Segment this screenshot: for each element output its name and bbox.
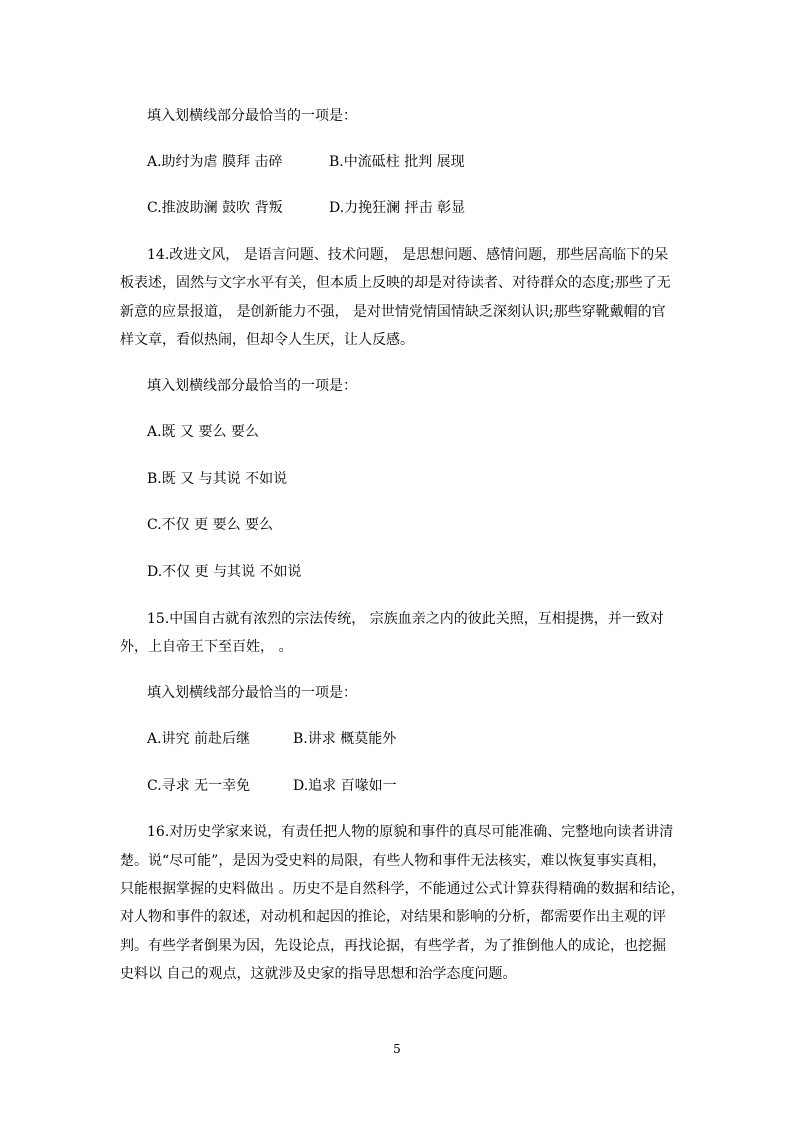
q13-option-d: D.力挽狂澜 抨击 彰显	[329, 200, 466, 216]
q14-option-c: C.不仅 更 要么 要么	[147, 517, 274, 533]
q14-option-a: A.既 又 要么 要么	[147, 424, 259, 440]
q16-text-line-1: 16.对历史学家来说，有责任把人物的原貌和事件的真尽可能准确、完整地向读者讲清	[147, 824, 674, 840]
page-number: 5	[393, 1042, 401, 1056]
q14-option-b: B.既 又 与其说 不如说	[147, 471, 288, 487]
q14-text-line-2: 板表述，固然与文字水平有关，但本质上反映的却是对待读者、对待群众的态度;那些了无	[120, 275, 671, 291]
q15-option-a: A.讲究 前赴后继	[147, 731, 251, 747]
q13-option-a: A.助纣为虐 膜拜 击碎	[147, 154, 283, 170]
q14-text-line-3: 新意的应景报道， 是创新能力不强， 是对世情党情国情缺乏深刻认识;那些穿靴戴帽的官	[120, 304, 666, 320]
q16-text-line-5: 判。有些学者倒果为因，先设论点，再找论据，有些学者，为了推倒他人的成论，也挖掘	[120, 938, 666, 954]
q13-prompt: 填入划横线部分最恰当的一项是：	[147, 108, 357, 124]
q15-option-b: B.讲求 概莫能外	[293, 731, 397, 747]
q15-option-d: D.追求 百喙如一	[293, 778, 397, 794]
q13-option-b: B.中流砥柱 批判 展现	[329, 154, 465, 170]
q14-option-d: D.不仅 更 与其说 不如说	[147, 564, 302, 580]
q14-text-line-4: 样文章，看似热闹，但却令人生厌，让人反感。	[120, 332, 414, 348]
q14-prompt: 填入划横线部分最恰当的一项是：	[147, 378, 357, 394]
q16-text-line-3: 只能根据掌握的史料做出 。历史不是自然科学，不能通过公式计算获得精确的数据和结论，	[120, 881, 685, 897]
q13-option-c: C.推波助澜 鼓吹 背叛	[147, 200, 283, 216]
q15-text-line-1: 15.中国自古就有浓烈的宗法传统， 宗族血亲之内的彼此关照，互相提携，并一致对	[147, 611, 664, 627]
q15-option-c: C.寻求 无一幸免	[147, 778, 251, 794]
q14-text-line-1: 14.改进文风， 是语言问题、技术问题， 是思想问题、感情问题，那些居高临下的呆	[147, 247, 669, 263]
q16-text-line-2: 楚。说“尽可能”，是因为受史料的局限，有些人物和事件无法核实，难以恢复事实真相，	[120, 853, 667, 869]
q15-text-line-2: 外，上自帝王下至百姓， 。	[120, 639, 293, 655]
q16-text-line-4: 对人物和事件的叙述，对动机和起因的推论，对结果和影响的分析，都需要作出主观的评	[120, 909, 666, 925]
q16-text-line-6: 史料以 自己的观点，这就涉及史家的指导思想和治学态度问题。	[120, 966, 517, 982]
q15-prompt: 填入划横线部分最恰当的一项是：	[147, 685, 357, 701]
